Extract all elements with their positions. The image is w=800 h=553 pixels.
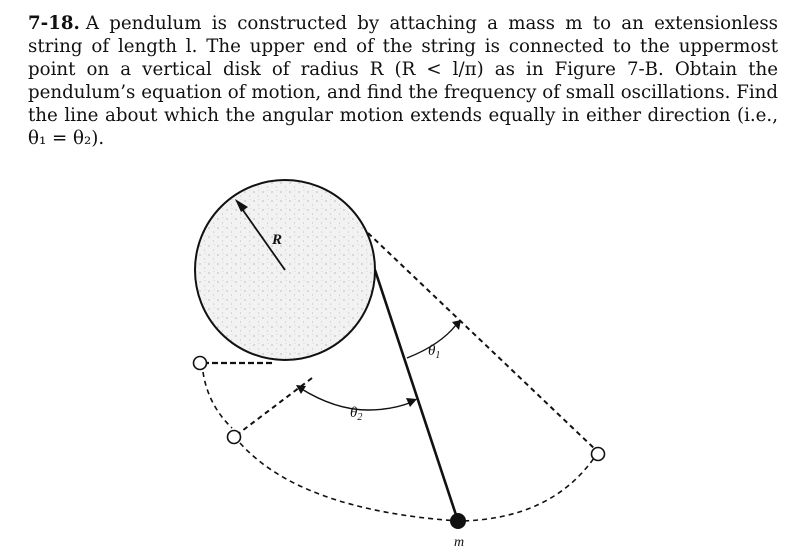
problem-text: A pendulum is constructed by attaching a mass m to an extensionless string of length l. The upper end of the string is connected to the uppermost point on a vertical disk of radius R (R < l/π) as in Figure 7-B. Obtain the pendulum’s equation of motion, and find the frequency of small oscillations. Find the line about which the angular motion extends equally in either direction (i.e., θ₁ = θ₂). [28,13,778,149]
left-involute-arc [203,372,232,428]
theta2-arrowhead-right [406,398,417,407]
mass [450,513,466,529]
problem-number: 7-18. [28,13,80,34]
right-extreme-string [368,233,598,452]
mass-left-wrapped [194,357,207,370]
pendulum-string [375,270,458,521]
theta2-label: $\theta_2$ [350,405,363,423]
mass-left-extreme [228,431,241,444]
radius-label: R [272,232,283,248]
mass-trajectory [240,443,594,521]
mass-label: m [454,535,465,550]
mass-right-extreme [592,448,605,461]
theta1-label: $\theta_1$ [428,343,441,361]
